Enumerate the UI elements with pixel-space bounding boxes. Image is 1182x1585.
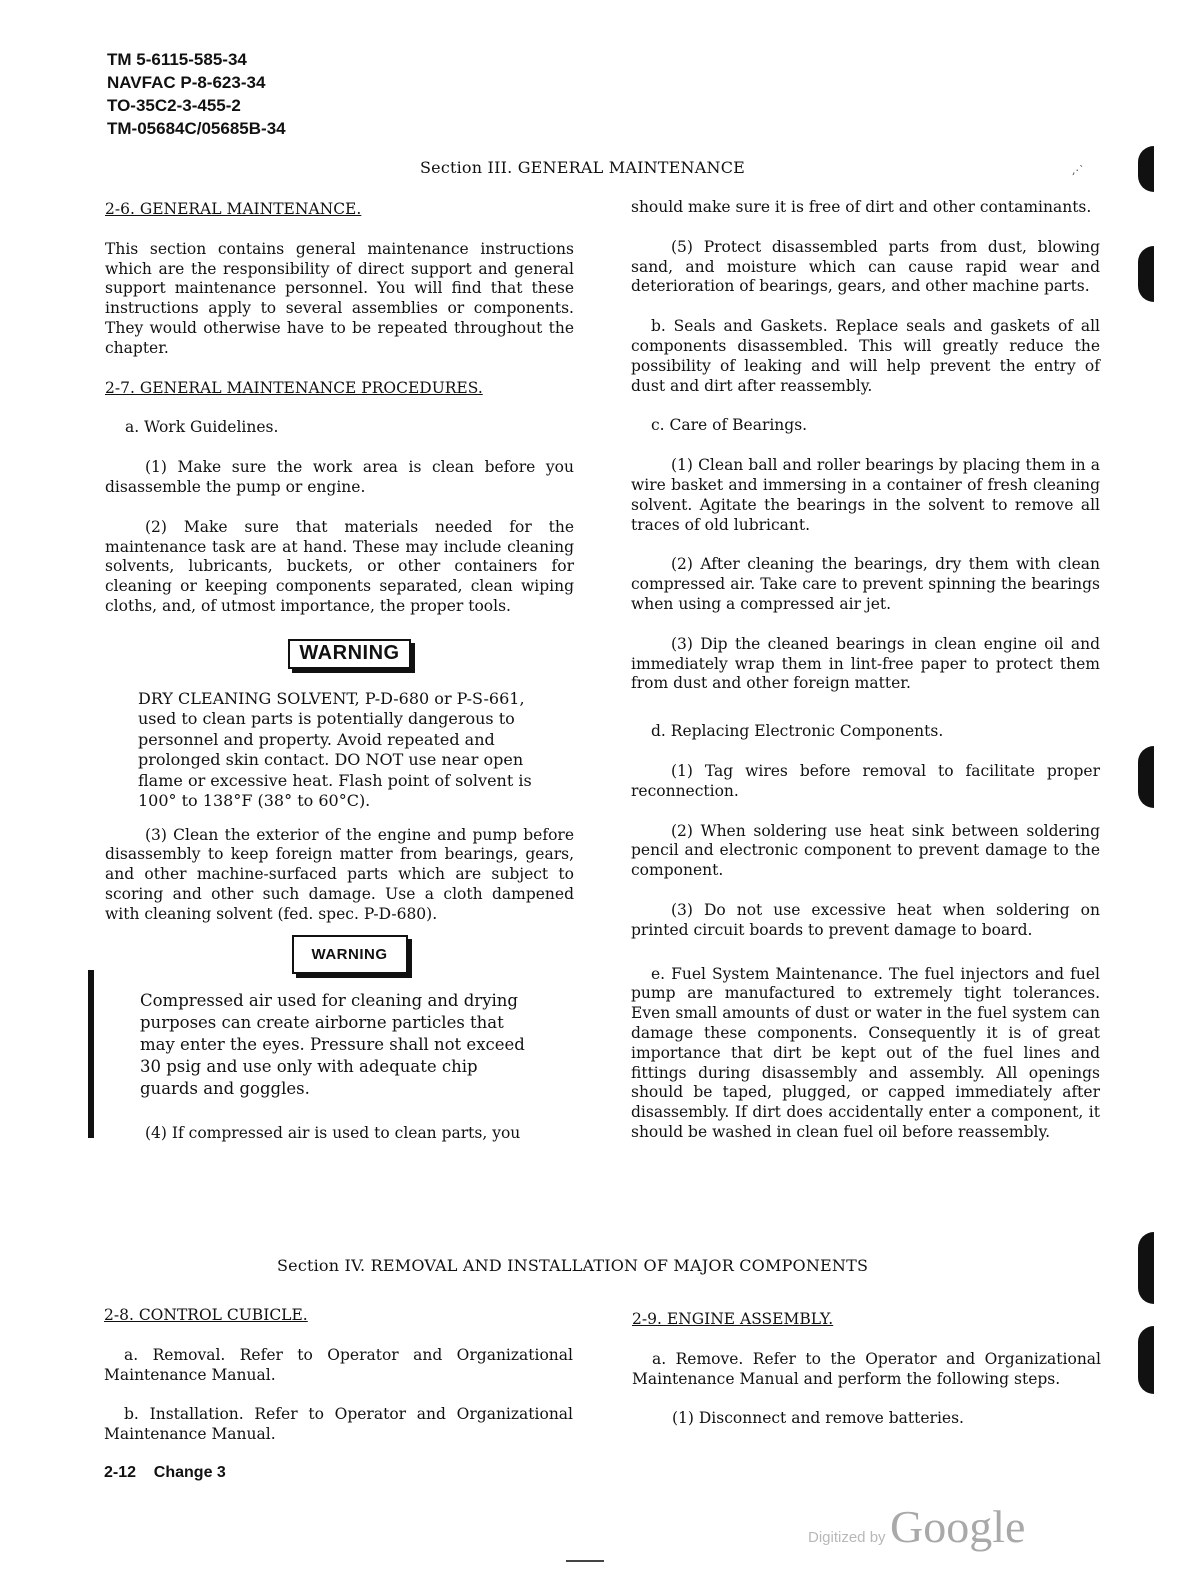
binding-mark (1138, 746, 1154, 808)
doc-id-tm: TM 5-6115-585-34 (107, 50, 247, 69)
right-column (631, 198, 1100, 1143)
item-2-9-a-remove: a. Remove. Refer to the Operator and Organizational Maintenance Manual and perform the following steps. (632, 1349, 1101, 1388)
item-a5: (5) Protect disassembled parts from dust, blowing sand, and moisture which can cause rapid wear and deterioration of bearings, gears, and other machine parts. (631, 237, 1100, 296)
doc-id-navfac: NAVFAC P-8-623-34 (107, 73, 266, 92)
section-iv-title: Section IV. REMOVAL AND INSTALLATION OF MAJOR COMPONENTS (277, 1256, 869, 1275)
warning-2-label: WARNING (292, 935, 408, 975)
heading-2-7: 2-7. GENERAL MAINTENANCE PROCEDURES. (105, 378, 483, 397)
digitized-prefix: Digitized by (808, 1529, 886, 1546)
warning-1-label-wrap (105, 639, 574, 669)
binding-mark (1138, 146, 1154, 192)
item-e-fuel-system: e. Fuel System Maintenance. The fuel injectors and fuel pump are manufactured to extremely tight tolerances. Even small amounts of dust or water in the fuel system can damage these components. Consequently it is of great importance that dirt be kept out of the fuel lines and fittings during disassembly and assembly. All openings should be taped, plugged, or capped immediately after disassembly. If dirt does accidentally enter a component, it should be washed in clean fuel oil before reassembly. (631, 964, 1100, 1141)
item-a1: (1) Make sure the work area is clean before you disassemble the pump or engine. (105, 458, 574, 496)
item-a4-continued: should make sure it is free of dirt and other contaminants. (631, 198, 1092, 216)
binding-mark (1138, 1232, 1154, 1304)
left-column (105, 200, 574, 1144)
section-iv-left-column (104, 1306, 573, 1445)
item-b-seals-gaskets: b. Seals and Gaskets. Replace seals and gaskets of all components disassembled. This will greatly reduce the possibility of leaking and will help prevent the entry of dust and dirt after reassembly. (631, 317, 1100, 395)
heading-2-8: 2-8. CONTROL CUBICLE. (104, 1306, 308, 1324)
item-a-work-guidelines: a. Work Guidelines. (125, 418, 279, 437)
digitized-brand: Google (890, 1501, 1026, 1552)
binding-mark (1138, 1326, 1154, 1394)
scan-tick-mark: ,·` (1072, 164, 1085, 177)
bottom-rule (566, 1560, 604, 1562)
binding-mark (1138, 246, 1154, 302)
item-c-care-of-bearings: c. Care of Bearings. (651, 416, 808, 435)
item-2-8-a-removal: a. Removal. Refer to Operator and Organizational Maintenance Manual. (104, 1345, 573, 1384)
change-bar (88, 970, 94, 1138)
item-c1: (1) Clean ball and roller bearings by placing them in a wire basket and immersing in a container of fresh cleaning solvent. Agitate the bearings in the solvent to remove all traces of old lubricant. (631, 456, 1100, 534)
item-2-8-b-installation: b. Installation. Refer to Operator and Organizational Maintenance Manual. (104, 1405, 573, 1444)
item-d1: (1) Tag wires before removal to facilitate proper reconnection. (631, 761, 1100, 800)
item-a4: (4) If compressed air is used to clean parts, you (145, 1124, 521, 1143)
item-c2: (2) After cleaning the bearings, dry them with clean compressed air. Take care to prevent spinning the bearings when using a compressed air jet. (631, 555, 1100, 613)
doc-id-tm2: TM-05684C/05685B-34 (107, 119, 286, 138)
section-iv-right-column (632, 1310, 1101, 1429)
doc-id-to: TO-35C2-3-455-2 (107, 96, 241, 115)
section-iii-title: Section III. GENERAL MAINTENANCE (420, 158, 746, 177)
para-2-6: This section contains general maintenance instructions which are the responsibility of direct support and general support maintenance personnel. You will find that these instructions apply to several assemblies or components. They would otherwise have to be repeated throughout the chapter. (105, 239, 574, 357)
item-a2: (2) Make sure that materials needed for the maintenance task are at hand. These may include cleaning solvents, lubricants, buckets, or other containers for cleaning or keeping components separated, clean wiping cloths, and, of utmost importance, the proper tools. (105, 517, 574, 615)
item-d3: (3) Do not use excessive heat when soldering on printed circuit boards to prevent damage to board. (631, 900, 1100, 939)
warning-1-text: DRY CLEANING SOLVENT, P-D-680 or P-S-661, used to clean parts is potentially dangerous to personnel and property. Avoid repeated and prolonged skin contact. DO NOT use near open flame or excessive heat. Flash point of solvent is 100° to 138°F (38° to 60°C). (138, 688, 532, 811)
item-2-9-a1: (1) Disconnect and remove batteries. (672, 1409, 964, 1428)
item-d2: (2) When soldering use heat sink between soldering pencil and electronic component to prevent damage to the component. (631, 821, 1100, 880)
heading-2-6: 2-6. GENERAL MAINTENANCE. (105, 200, 362, 218)
page-footer: 2-12 Change 3 (104, 1464, 226, 1481)
item-d-electronic-components: d. Replacing Electronic Components. (651, 722, 944, 741)
digitized-watermark (808, 1500, 1025, 1553)
item-a3: (3) Clean the exterior of the engine and pump before disassembly to keep foreign matter from bearings, gears, and other machine-surfaced parts which are subject to scoring and other such damage. Use a cloth dampened with cleaning solvent (fed. spec. P-D-680). (105, 825, 574, 923)
warning-2-text: Compressed air used for cleaning and drying purposes can create airborne particles that may enter the eyes. Pressure shall not exceed 30 psig and use only with adequate chip guards and goggles. (140, 991, 525, 1099)
document-id-block (107, 48, 286, 140)
warning-1-label: WARNING (288, 639, 410, 669)
warning-2-label-wrap (105, 935, 574, 975)
item-c3: (3) Dip the cleaned bearings in clean engine oil and immediately wrap them in lint-free paper to protect them from dust and other foreign matter. (631, 634, 1100, 693)
heading-2-9: 2-9. ENGINE ASSEMBLY. (632, 1310, 834, 1328)
